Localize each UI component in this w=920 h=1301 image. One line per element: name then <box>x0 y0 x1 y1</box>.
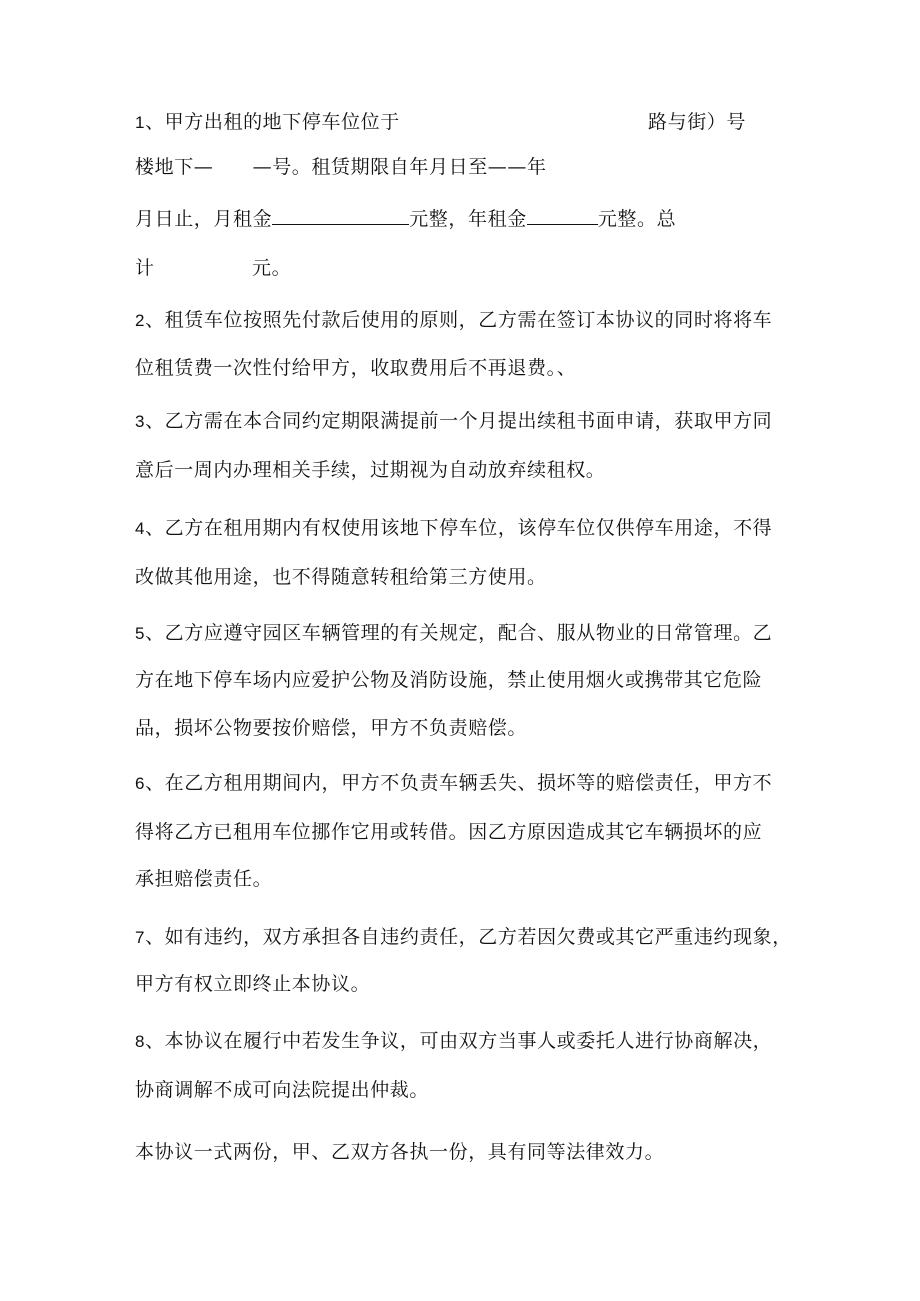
clause-8-number: 8 <box>135 1032 146 1051</box>
clause-5-line-3: 品，损坏公物要按价赔偿，甲方不负责赔偿。 <box>135 717 528 739</box>
closing-statement: 本协议一式两份，甲、乙双方各执一份，具有同等法律效力。 <box>135 1141 665 1163</box>
clause-5-number: 5 <box>135 624 146 643</box>
clause-4-line-2: 改做其他用途，也不得随意转租给第三方使用。 <box>135 566 547 588</box>
clause-1-text-b: 路与街）号 <box>648 111 747 133</box>
clause-6-line-1 <box>135 771 772 796</box>
clause-3-number: 3 <box>135 412 146 431</box>
clause-4-line-1 <box>135 516 772 541</box>
clause-8-line-1 <box>135 1029 772 1054</box>
total-label: 元整。总 <box>597 208 677 230</box>
clause-1-line-1 <box>135 110 400 135</box>
clause-6-line-2: 得将乙方已租用车位挪作它用或转借。因乙方原因造成其它车辆损坏的应 <box>135 821 763 843</box>
clause-1-line-3 <box>135 206 676 231</box>
clause-1-line-4: 计 <box>135 257 155 279</box>
clause-8-text-1: 、本协议在履行中若发生争议，可由双方当事人或委托人进行协商解决， <box>145 1030 773 1052</box>
clause-1-number: 1 <box>135 113 146 132</box>
total-amount-unit: 元。 <box>252 257 292 279</box>
clause-7-line-2: 甲方有权立即终止本协议。 <box>135 973 371 995</box>
clause-8-line-2: 协商调解不成可向法院提出仲裁。 <box>135 1079 430 1101</box>
clause-3-text-1: 、乙方需在本合同约定期限满提前一个月提出续租书面申请，获取甲方同 <box>145 410 773 432</box>
clause-2-number: 2 <box>135 311 146 330</box>
clause-5-line-1 <box>135 621 772 646</box>
annual-rent-blank[interactable] <box>527 206 598 225</box>
clause-6-number: 6 <box>135 774 146 793</box>
clause-4-text-1: 、乙方在租用期内有权使用该地下停车位，该停车位仅供停车用途，不得 <box>145 517 773 539</box>
clause-3-line-2: 意后一周内办理相关手续，过期视为自动放弃续租权。 <box>135 459 606 481</box>
clause-4-number: 4 <box>135 519 146 538</box>
clause-3-line-1 <box>135 409 772 434</box>
clause-2-text-1: 、租赁车位按照先付款后使用的原则，乙方需在签订本协议的同时将将车 <box>145 309 773 331</box>
clause-2-line-1 <box>135 308 772 333</box>
clause-1-line-2: 楼地下— —号。租赁期限自年月日至——年 <box>135 156 547 178</box>
clause-7-text-1: 、如有违约，双方承担各自违约责任，乙方若因欠费或其它严重违约现象， <box>145 926 792 948</box>
clause-2-line-2: 位租赁费一次性付给甲方，收取费用后不再退费。、 <box>135 357 577 379</box>
monthly-rent-label: 月日止，月租金 <box>135 208 273 230</box>
clause-5-line-2: 方在地下停车场内应爱护公物及消防设施，禁止使用烟火或携带其它危险 <box>135 669 763 691</box>
clause-5-text-1: 、乙方应遵守园区车辆管理的有关规定，配合、服从物业的日常管理。乙 <box>145 622 773 644</box>
monthly-rent-blank[interactable] <box>272 206 409 225</box>
clause-7-line-1 <box>135 925 792 950</box>
annual-rent-label: 元整，年租金 <box>409 208 527 230</box>
clause-7-number: 7 <box>135 928 146 947</box>
clause-6-text-1: 、在乙方租用期间内，甲方不负责车辆丢失、损坏等的赔偿责任，甲方不 <box>145 772 773 794</box>
clause-6-line-3: 承担赔偿责任。 <box>135 868 273 890</box>
clause-1-text-a: 、甲方出租的地下停车位位于 <box>145 111 400 133</box>
